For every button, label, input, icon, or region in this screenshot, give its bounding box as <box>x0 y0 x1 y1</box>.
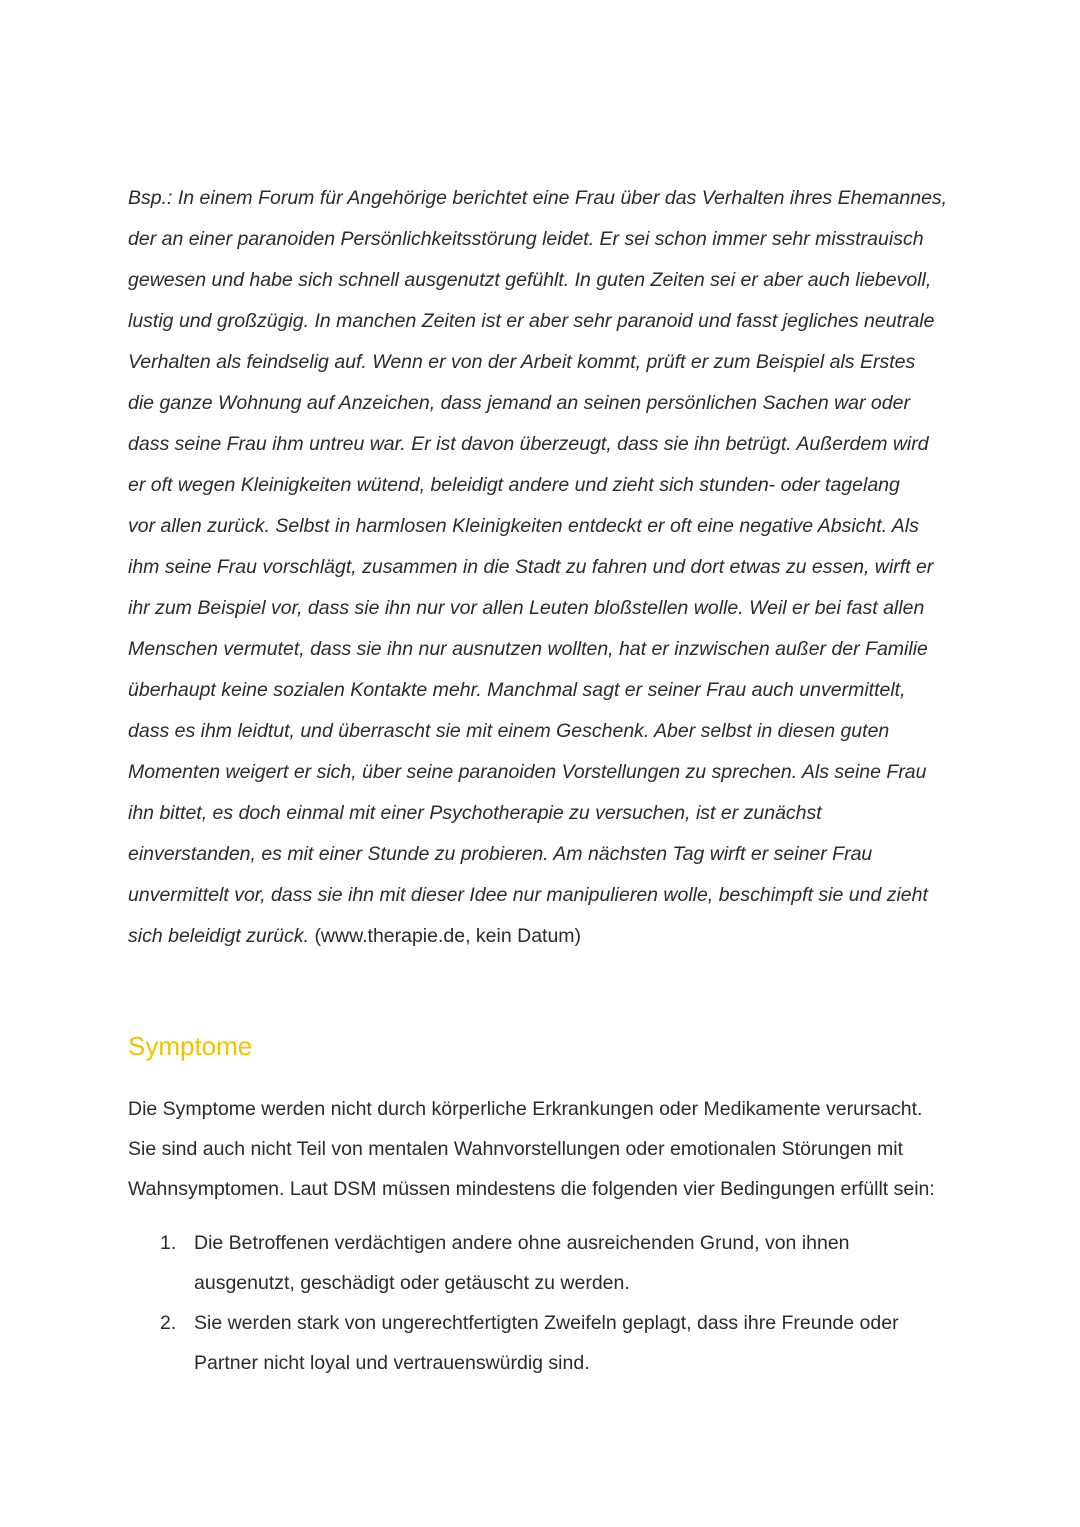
condition-line: Sie werden stark von ungerechtfertigten Zweifeln geplagt, dass ihre Freunde oder <box>194 1312 899 1334</box>
example-line: ihm seine Frau vorschlägt, zusammen in die Stadt zu fahren und dort etwas zu essen, wirft er <box>128 556 934 578</box>
example-line: Menschen vermutet, dass sie ihn nur ausnutzen wollten, hat er inzwischen außer der Familie <box>128 638 928 660</box>
condition-line: Partner nicht loyal und vertrauenswürdig sind. <box>194 1352 590 1374</box>
example-line: er oft wegen Kleinigkeiten wütend, beleidigt andere und zieht sich stunden- oder tagelang <box>128 474 900 496</box>
intro-line: Die Symptome werden nicht durch körperliche Erkrankungen oder Medikamente verursacht. <box>128 1098 923 1120</box>
intro-line: Sie sind auch nicht Teil von mentalen Wahnvorstellungen oder emotionalen Störungen mit <box>128 1138 904 1160</box>
example-line: der an einer paranoiden Persönlichkeitsstörung leidet. Er sei schon immer sehr misstrauisch <box>128 228 924 250</box>
example-line: ihr zum Beispiel vor, dass sie ihn nur vor allen Leuten bloßstellen wolle. Weil er bei fast allen <box>128 597 925 619</box>
example-line: einverstanden, es mit einer Stunde zu probieren. Am nächsten Tag wirft er seiner Frau <box>128 843 873 865</box>
example-source: (www.therapie.de, kein Datum) <box>314 925 582 947</box>
example-line: vor allen zurück. Selbst in harmlosen Kleinigkeiten entdeckt er oft eine negative Absicht. Als <box>128 515 919 537</box>
example-line: unvermittelt vor, dass sie ihn mit dieser Idee nur manipulieren wolle, beschimpft sie und zieht <box>128 884 928 906</box>
intro-line: Wahnsymptomen. Laut DSM müssen mindestens die folgenden vier Bedingungen erfüllt sein: <box>128 1178 935 1200</box>
condition-number: 2. <box>160 1312 177 1334</box>
example-paragraph <box>128 178 958 957</box>
example-line: lustig und großzügig. In manchen Zeiten ist er aber sehr paranoid und fasst jegliches neutrale <box>128 310 935 332</box>
condition-line: Die Betroffenen verdächtigen andere ohne ausreichenden Grund, von ihnen <box>194 1232 850 1254</box>
example-line: überhaupt keine sozialen Kontakte mehr. Manchmal sagt er seiner Frau auch unvermittelt, <box>128 679 906 701</box>
example-line: gewesen und habe sich schnell ausgenutzt gefühlt. In guten Zeiten sei er aber auch liebevoll, <box>128 269 932 291</box>
example-line: ihn bittet, es doch einmal mit einer Psychotherapie zu versuchen, ist er zunächst <box>128 802 822 824</box>
condition-line: ausgenutzt, geschädigt oder getäuscht zu werden. <box>194 1272 630 1294</box>
condition-item <box>160 1303 960 1383</box>
symptoms-intro <box>128 1089 958 1209</box>
conditions-list <box>160 1223 960 1383</box>
condition-number: 1. <box>160 1232 177 1254</box>
example-line: die ganze Wohnung auf Anzeichen, dass jemand an seinen persönlichen Sachen war oder <box>128 392 910 414</box>
condition-item <box>160 1223 960 1303</box>
example-line: Momenten weigert er sich, über seine paranoiden Vorstellungen zu sprechen. Als seine Frau <box>128 761 927 783</box>
example-line: dass seine Frau ihm untreu war. Er ist davon überzeugt, dass sie ihn betrügt. Außerdem wird <box>128 433 929 455</box>
symptoms-heading: Symptome <box>128 1031 253 1061</box>
example-line: dass es ihm leidtut, und überrascht sie mit einem Geschenk. Aber selbst in diesen guten <box>128 720 890 742</box>
example-last-line <box>128 916 958 957</box>
example-line: Bsp.: In einem Forum für Angehörige berichtet eine Frau über das Verhalten ihres Ehemannes, <box>128 187 948 209</box>
example-line: Verhalten als feindselig auf. Wenn er von der Arbeit kommt, prüft er zum Beispiel als Erstes <box>128 351 916 373</box>
example-line: sich beleidigt zurück. <box>128 925 310 947</box>
